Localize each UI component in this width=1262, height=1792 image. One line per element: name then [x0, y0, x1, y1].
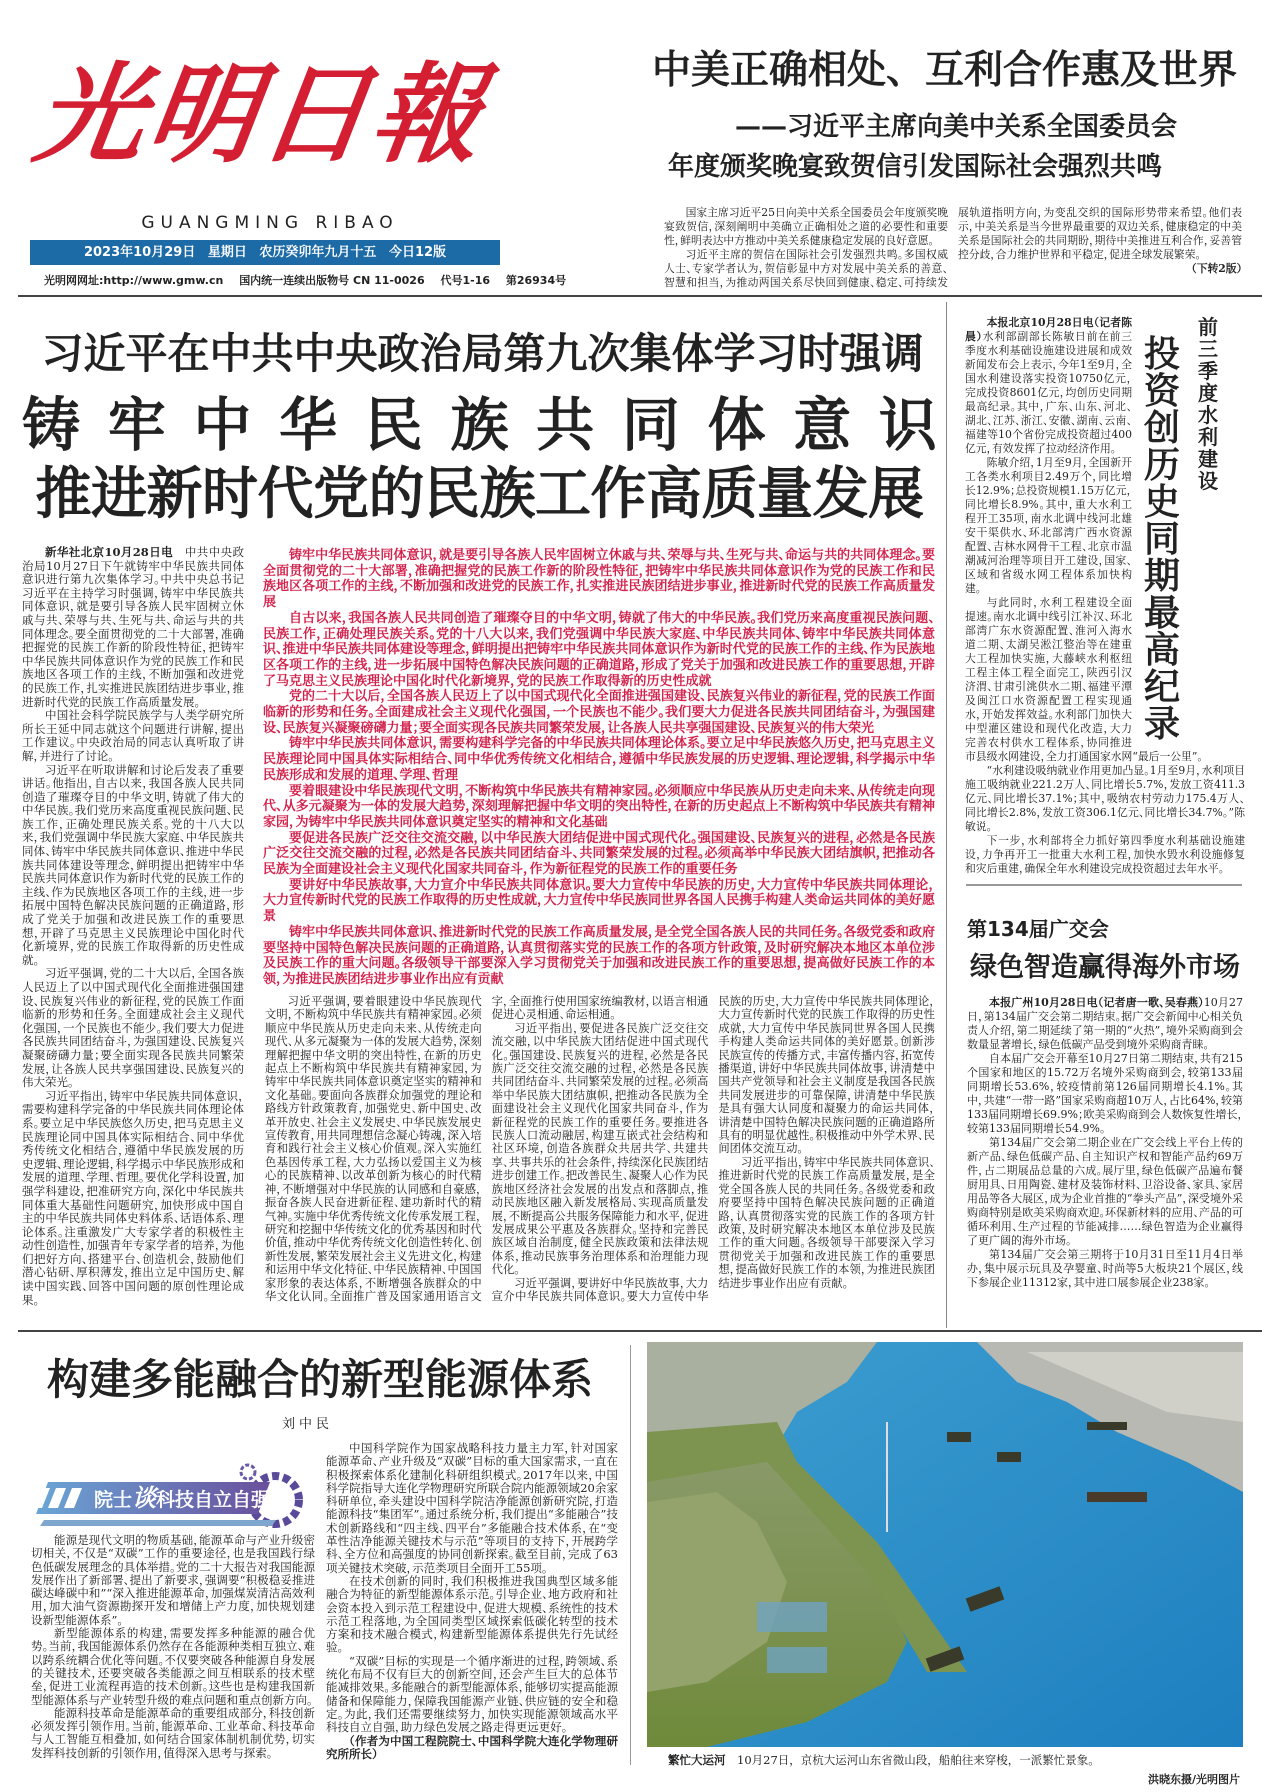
page-count: 今日12版: [388, 245, 447, 260]
paragraph: [967, 996, 1243, 1052]
headline-char: 体: [707, 391, 766, 459]
headline-char: 同: [621, 391, 680, 459]
banner-text: 科技自立自强: [156, 1489, 271, 1511]
paragraph: 能源科技革命是能源革命的重要组成部分，科技创新必须发挥引领作用。当前，能源革命、工业革命、科技革命与人工智能互相叠加，如何结合国家体制机制优势，切实发挥科技创新的引领作用，值得深入思考与探索。: [31, 1705, 315, 1760]
main-story-left-column: [22, 546, 244, 1307]
water-story: [965, 316, 1245, 876]
summary-point: 铸牢中华民族共同体意识，就是要引导各族人民牢固树立休戚与共、荣辱与共、生死与共、命运与共的共同体理念。要全面贯彻党的二十大部署，准确把握党的民族工作新的阶段性特征，把铸牢中华民族共同体意识作为党的民族工作和民族地区各项工作的主线，不断加强和改进党的民族工作，扎实推进民族团结进步事业，推进新时代党的民族工作高质量发展: [263, 548, 935, 611]
lead-headline: 中美正确相处、互利合作惠及世界: [652, 48, 1238, 93]
postal-code: 代号1-16: [440, 274, 490, 287]
paragraph: 自本届广交会开幕至10月27日第二期结束，共有215个国家和地区的15.72万名境外采购商到会，较第133届同期增长53.6%，较疫情前第126届同期增长4.1%。其中，共建“一带一路”国家采购商超10万人，占比64%，较第133届同期增长69.9%；欧美采购商到会人数恢复性增长，较第133届同期增长54.9%。: [967, 1052, 1243, 1135]
caption-text: 10月27日，京杭大运河山东省微山段，船舶往来穿梭，一派繁忙景象。: [737, 1753, 1100, 1767]
byline: 刘中民: [282, 1417, 334, 1432]
photo-caption: [668, 1752, 1100, 1768]
paragraph: 能源是现代文明的物质基础，能源革命与产业升级密切相关，不仅是“双碳”工作的重要途径，也是我国践行绿色低碳发展理念的具体举措。党的二十大报告对我国能源发展作出了新部署、提出了新要求，强调要“积极稳妥推进碳达峰碳中和”“深入推进能源革命，加强煤炭清洁高效利用，加大油气资源勘探开发和增储上产力度，加快规划建设新型能源体系”。: [31, 1533, 315, 1627]
main-subheadline: 推进新时代党的民族工作高质量发展: [35, 462, 924, 527]
paragraph: 下一步，水利部将全力抓好第四季度水利基础设施建设，力争再开工一批重大水利工程，加快水毁水利设施修复和灾后重建，确保全年水利建设完成投资超过去年水平。: [965, 834, 1245, 875]
fair-kicker: 第134届广交会: [967, 917, 1109, 941]
paragraph-text: 10月27日，第134届广交会第二期结束。据广交会新闻中心相关负责人介绍，第二期延续了第一期的“火热”，境外采购商到会数量显著增长，绿色低碳产品受到境外采购商青睐。: [967, 996, 1243, 1051]
energy-right-column: [326, 1442, 618, 1761]
headline-char: 族: [450, 391, 509, 459]
column-banner: [30, 1462, 305, 1532]
paragraph: 习近平指出，铸牢中华民族共同体意识，需要构建科学完备的中华民族共同体理论体系。要立足中华民族悠久历史，把马克思主义民族理论同中国具体实际相结合、同中华优秀传统文化相结合，遵循中华民族发展的历史逻辑、理论逻辑，科学揭示中华民族形成和发展的道理、学理、哲理。要优化学科设置，加强学科建设，把准研究方向，深化中华民族共同体重大基础性问题研究，加快形成中国自主的中华民族共同体史料体系、话语体系、理论体系。注重激发广大专家学者的积极性主动性创造性，加强青年专家学者的培养，为他们把好方向、搭建平台、创造机会，鼓励他们潜心钻研、厚积薄发，推出立足中国历史、解读中国实践、回答中国问题的原创性理论成果。: [22, 1088, 244, 1307]
dateline: 本报广州10月28日电（记者唐一歌、吴春燕）: [989, 996, 1204, 1009]
dateline: 本报北京10月28日电（记者陈晨）: [965, 316, 1132, 343]
issue-date: 2023年10月29日: [83, 245, 196, 260]
column-banner-title: [94, 1483, 270, 1515]
paragraph-text: 习近平主席的贺信在国际社会引发强烈共鸣。多国权威人士、专家学者认为，贺信彰显中方对发展中美关系的善意、智慧和担当，为推动两国关系尽快回到健康、稳定、可持续发展轨道指明方向，为变乱交织的国际形势带来希望。他们表示，中美关系是当今世界最重要的双边关系，健康稳定的中美关系是国际社会的共同期盼，期待中美推进互利合作，妥善管控分歧，合力维护世界和平稳定，促进全球发展繁荣。: [664, 206, 1242, 289]
paragraph-text: 中共中央政治局10月27日下午就铸牢中华民族共同体意识进行第九次集体学习。中共中央总书记习近平在主持学习时强调，铸牢中华民族共同体意识，就是要引导各族人民牢固树立休戚与共、荣辱与共、生死与共、命运与共的共同体理念。要全面贯彻党的二十大部署，准确把握党的民族工作新的阶段性特征，把铸牢中华民族共同体意识作为党的民族工作和民族地区各项工作的主线，不断加强和改进党的民族工作，扎实推进民族团结进步事业，推进新时代党的民族工作高质量发展。: [22, 545, 245, 709]
story-divider: [966, 884, 1242, 886]
paragraph-text: 水利部副部长陈敏日前在前三季度水利基础设施建设进展和成效新闻发布会上表示，今年1至9月，全国水利建设落实投资10750亿元，完成投资8601亿元，均创历史同期最高纪录。其中，广东、山东、河北、湖北、江苏、浙江、安徽、湖南、云南、福建等10个省份完成投资超过400亿元，有效发挥了拉动经济作用。: [965, 330, 1132, 455]
paragraph: 习近平强调，党的二十大以后，全国各族人民迈上了以中国式现代化全面推进强国建设、民族复兴伟业的新征程，党的民族工作面临新的形势和任务。全面建成社会主义现代化强国，一个民族也不能少。我们要大力促进各民族共同团结奋斗，为强国建设、民族复兴凝聚磅礴力量；要全面实现各民族共同繁荣发展，让各族人民共享强国建设、民族复兴的伟大荣光。: [22, 966, 244, 1090]
fair-story-body: [967, 996, 1243, 1290]
paragraph: 习近平强调，要着眼建设中华民族现代文明，不断构筑中华民族共有精神家园。必须顺应中华民族从历史走向未来、从传统走向现代、从多元凝聚为一体的发展大趋势，深刻理解把握中华文明的突出特性，在新的历史起点上不断构筑中华民族共有精神家园，为铸牢中华民族共同体意识奠定坚实的精神和文化基础。要面向各族群众加强党的理论和路线方针政策教育，加强党史、新中国史、改革开放史、社会主义发展史、中华民族发展史宣传教育，用共同理想信念凝心铸魂，深入培育和践行社会主义核心价值观。深入实施红色基因传承工程，大力弘扬以爱国主义为核心的民族精神、以改革创新为核心的时代精神，不断增强对中华民族的认同感和自豪感，振奋各族人民奋进新征程、建功新时代的精气神。实施中华优秀传统文化传承发展工程，研究和挖掘中华传统文化的优秀基因和时代价值，推动中华优秀传统文化创造性转化、创新性发展，繁荣发展社会主义先进文化，构建和运用中华文化特征、中华民族精神、中国国家形象的表达体系，不断增强各族群众的中华文化认同。全面推广普及国家通用语言文字，全面推行使用国家统编教材，以语言相通促进心灵相通、命运相通。: [265, 995, 709, 1303]
paragraph: 习近平指出，要促进各民族广泛交往交流交融，以中华民族大团结促进中国式现代化。强国建设、民族复兴的进程，必然是各民族广泛交往交流交融的过程，必然是各民族共同团结奋斗、共同繁荣发展的过程。必须高举中华民族大团结旗帜，把推动各民族为全面建设社会主义现代化国家共同奋斗，作为新征程党的民族工作的重要任务。要推进各民族人口流动融居，构建互嵌式社会结构和社区环境，创造各族群众共居共学、共建共享、共事共乐的社会条件，持续深化民族团结进步创建工作。把改善民生、凝聚人心作为民族地区经济社会发展的出发点和落脚点，推动民族地区融入新发展格局、实现高质量发展，不断提高公共服务保障能力和水平，促进发展成果公平惠及各族群众。坚持和完善民族区域自治制度，健全民族政策和法律法规体系，推动民族事务治理体系和治理能力现代化。: [491, 1021, 709, 1277]
website-link[interactable]: 光明网网址:http://www.gmw.cn: [44, 274, 224, 287]
lead-subhead-2: 年度颁奖晚宴致贺信引发国际社会强烈共鸣: [668, 152, 1163, 182]
paragraph: [22, 546, 244, 709]
paragraph: 新型能源体系的构建，需要发挥多种能源的融合优势。当前，我国能源体系仍然存在各能源种类相互独立、难以跨系统耦合优化等问题。不仅要突破各种能源自身发展的关键技术，还要突破各类能源之间互相联系的技术壁垒，促进工业流程再造的技术创新。这些也是构建我国新型能源体系与产业转型升级的难点问题和重点创新方向。: [31, 1626, 315, 1707]
water-headline: 投资创历史同期最高纪录: [1143, 334, 1180, 745]
masthead-divider: [18, 295, 1262, 297]
newspaper-name-pinyin: GUANGMING RIBAO: [141, 213, 399, 233]
paragraph: 习近平在听取讲解和讨论后发表了重要讲话。他指出，自古以来，我国各族人民共同创造了璀璨夺目的中华文明，铸就了伟大的中华民族。我们党历来高度重视民族问题、民族工作，正确处理民族关系。党的十八大以来，我们党强调中华民族大家庭、中华民族共同体、铸牢中华民族共同体意识、推进中华民族共同体建设等理念，鲜明提出把铸牢中华民族共同体意识作为新时代党的民族工作的主线、作为民族地区各项工作的主线，进一步拓展中国特色解决民族问题的正确道路，形成了党关于加强和改进民族工作的重要思想，开辟了马克思主义民族理论中国化时代化新境界，党的民族工作取得新的历史性成就。: [22, 762, 244, 967]
summary-point: 铸牢中华民族共同体意识、推进新时代党的民族工作高质量发展，是全党全国各族人民的共同任务。各级党委和政府要坚持中国特色解决民族问题的正确道路，认真贯彻落实党的民族工作的各项方针政策，及时研究解决本地区本单位涉及民族工作的重大问题。各级领导干部要深入学习贯彻党关于加强和改进民族工作的重要思想，提高做好民族工作的本领，为推进民族团结进步事业作出应有贡献: [263, 924, 935, 987]
caption-title: 繁忙大运河: [668, 1753, 726, 1767]
issue-number: 第26934号: [505, 274, 567, 287]
paragraph: “双碳”目标的实现是一个循序渐进的过程，跨领域、系统化布局不仅有巨大的创新空间，还会产生巨大的总体节能减排效果。多能融合的新型能源体系，能够切实提高能源储备和保障能力，保障我国能源产业链、供应链的安全和稳定。为此，我们还需要继续努力，加快实现能源领域高水平科技自立自强，助力绿色发展之路走得更远更好。: [326, 1653, 618, 1735]
paragraph: 陈敏介绍，1月至9月，全国新开工各类水利项目2.49万个，同比增长12.9%；总投资规模1.15万亿元，同比增长8.9%。其中，重大水利工程开工35项，南水北调中线河北雄安干渠供水、环北部湾广西水资源配置、吉林水网骨干工程、北京市温潮减河治理等项目开工建设，国家、区域和省级水网工程体系加快构建。: [965, 456, 1132, 595]
water-headline-block: [1140, 316, 1245, 746]
paragraph: 在技术创新的同时，我们积极推进我国典型区域多能融合为特征的新型能源体系示范。引导企业、地方政府和社会资本投入到示范工程建设中，促进大规模、系统性的技术示范工程落地，为全国同类型区域探索低碳化转型的技术方案和技术融合模式，构建新型能源体系提供先行先试经验。: [326, 1573, 618, 1655]
summary-point: 党的二十大以后，全国各族人民迈上了以中国式现代化全面推进强国建设、民族复兴伟业的新征程，党的民族工作面临新的形势和任务。全面建成社会主义现代化强国，一个民族也不能少。我们要大力促进各民族共同团结奋斗，为强国建设、民族复兴凝聚磅礴力量；要全面实现各民族共同繁荣发展，让各族人民共享强国建设、民族复兴的伟大荣光: [263, 689, 935, 736]
headline-char: 铸: [22, 391, 81, 459]
banner-text: 谈: [132, 1483, 157, 1512]
main-story-columns: [265, 995, 935, 1303]
paragraph: 第134届广交会第二期企业在广交会线上平台上传的新产品、绿色低碳产品、自主知识产权和智能产品约69万件，占二期展品总量的六成。展厅里，绿色低碳产品遍布餐厨用具、日用陶瓷、建材及装饰材料、卫浴设备、家具、家居用品等各大展区，成为企业首推的“拳头产品”，深受境外采购商特别是欧美采购商欢迎。环保新材料的应用、产品的可循环利用、生产过程的节能减排……绿色智造为企业赢得了更广阔的海外市场。: [967, 1136, 1243, 1247]
paragraph: 中国科学院作为国家战略科技力量主力军，针对国家能源革命、产业升级及“双碳”目标的重大国家需求，一直在积极探索体系化建制化科研组织模式。2017年以来，中国科学院指导大连化学物理研究所联合院内能源领域20余家科研单位，牵头建设中国科学院洁净能源创新研究院，打造能源科技“集团军”。通过系统分析，我们提出“多能融合”技术创新路线和“四主线、四平台”多能融合技术体系，在“变革性洁净能源关键技术与示范”等项目的支持下，开展跨学科、全方位和高强度的协同创新探索。截至目前，完成了63项关键技术突破，示范类项目全面开工55项。: [326, 1441, 618, 1575]
section-divider: [18, 1330, 1262, 1332]
lunar-date: 农历癸卯年九月十五: [259, 245, 377, 260]
energy-left-column: [31, 1534, 315, 1760]
headline-char: 共: [536, 391, 595, 459]
paragraph: 与此同时，水利工程建设全面提速。南水北调中线引江补汉、环北部湾广东水资源配置、淮河入海水道二期、太湖吴淞江整治等在建重大工程加快实施，大藤峡水利枢纽工程主体工程全面完工，陕西引汉济渭、甘肃引洮供水二期、福建平潭及闽江口水资源配置工程实现通水，开始发挥效益。水利部门加快大中型灌区建设和现代化改造，大力完善农村供水工程体系，协同推进市县级水网建设，全力打通国家水网“最后一公里”。: [965, 596, 1203, 763]
lead-body: [664, 206, 1242, 290]
summary-point: 要讲好中华民族故事，大力宣介中华民族共同体意识。要大力宣传中华民族的历史，大力宣传中华民族共同体理论，大力宣传新时代党的民族工作取得的历史性成就，大力宣传中华民族同世界各国人民携手构建人类命运共同体的美好愿景: [263, 877, 935, 925]
paragraph: 国家主席习近平25日向美中关系全国委员会年度颁奖晚宴致贺信，深刻阐明中美确立正确相处之道的必要性和重要性，鲜明表达中方推动中美关系健康稳定发展的良好意愿。: [664, 206, 948, 247]
dateline: 新华社北京10月28日电: [45, 545, 173, 559]
headline-char: 民: [364, 391, 423, 459]
paragraph: 中国社会科学院民族学与人类学研究所所长王延中同志就这个问题进行讲解，提出工作建议。中央政治局的同志认真听取了讲解，并进行了讨论。: [22, 708, 244, 763]
summary-point: 要促进各民族广泛交往交流交融，以中华民族大团结促进中国式现代化。强国建设、民族复兴的进程，必然是各民族广泛交往交流交融的过程，必然是各民族共同团结奋斗、共同繁荣发展的过程。必须高举中华民族大团结旗帜，把推动各民族为全面建设社会主义现代化国家共同奋斗，作为新征程党的民族工作的重要任务: [263, 830, 935, 878]
paragraph: 习近平指出，铸牢中华民族共同体意识、推进新时代党的民族工作高质量发展，是全党全国各族人民的共同任务。各级党委和政府要坚持中国特色解决民族问题的正确道路，认真贯彻落实党的民族工作的各项方针政策，及时研究解决本地区本单位涉及民族工作的重大问题。各级领导干部要深入学习贯彻党关于加强和改进民族工作的重要思想，提高做好民族工作的本领，为推进民族团结进步事业作出应有贡献。: [718, 1155, 935, 1290]
weekday: 星期日: [207, 245, 247, 260]
paragraph: 第134届广交会第三期将于10月31日至11月4日举办，集中展示玩具及孕婴童、时尚等5大板块21个展区，线下参展企业11312家，其中进口展参展企业238家。: [967, 1248, 1243, 1289]
headline-char: 意: [793, 391, 852, 459]
newspaper-logo: 光明日報: [27, 52, 494, 178]
column-divider: [630, 1345, 631, 1765]
photo-credit: 洪晓东摄/光明图片: [1147, 1773, 1240, 1786]
summary-point: 铸牢中华民族共同体意识，需要构建科学完备的中华民族共同体理论体系。要立足中华民族悠久历史，把马克思主义民族理论同中国具体实际相结合、同中华优秀传统文化相结合，遵循中华民族发展的历史逻辑、理论逻辑，科学揭示中华民族形成和发展的道理、学理、哲理: [263, 736, 935, 783]
canal-photo: [647, 1342, 1243, 1747]
energy-headline: 构建多能融合的新型能源体系: [46, 1355, 593, 1404]
paragraph: 习近平强调，要讲好中华民族故事，大力宣介中华民族共同体意识。要大力宣传中华民族的历史，大力宣传中华民族共同体理论，大力宣传新时代党的民族工作取得的历史性成就，大力宣传中华民族同世界各国人民携手构建人类命运共同体的美好愿景。创新涉民族宣传的传播方式，丰富传播内容，拓宽传播渠道，讲好中华民族共同体故事，讲清楚中国共产党领导和社会主义制度是我国各民族共同发展进步的可靠保障，讲清楚中华民族是具有强大认同度和凝聚力的命运共同体，讲清楚中国特色解决民族问题的正确道路所具有的明显优越性。积极推动中外学术界、民间团体交流互动。: [491, 995, 935, 1303]
main-story-summary: [263, 548, 935, 988]
continued-note: （下转2版）: [1191, 262, 1242, 275]
publication-info: [44, 273, 567, 289]
main-headline: [22, 390, 937, 460]
headline-char: 华: [279, 391, 338, 459]
column-divider: [946, 302, 947, 1328]
fair-headline: 绿色智造赢得海外市场: [970, 952, 1240, 983]
summary-point: 要着眼建设中华民族现代文明，不断构筑中华民族共有精神家园。必须顺应中华民族从历史走向未来、从传统走向现代、从多元凝聚为一体的发展大趋势，深刻理解把握中华文明的突出特性，在新的历史起点上不断构筑中华民族共有精神家园，为铸牢中华民族共同体意识奠定坚实的精神和文化基础: [263, 783, 935, 830]
summary-point: 自古以来，我国各族人民共同创造了璀璨夺目的中华文明，铸就了伟大的中华民族。我们党历来高度重视民族问题、民族工作，正确处理民族关系。党的十八大以来，我们党强调中华民族大家庭、中华民族共同体、铸牢中华民族共同体意识、推进中华民族共同体建设等理念，鲜明提出把铸牢中华民族共同体意识作为新时代党的民族工作的主线、作为民族地区各项工作的主线，进一步拓展中国特色解决民族问题的正确道路，形成了党关于加强和改进民族工作的重要思想，开辟了马克思主义民族理论中国化时代化新境界，党的民族工作取得新的历史性成就: [263, 610, 935, 689]
banner-text: 院士: [94, 1489, 133, 1511]
main-kicker-headline: 习近平在中共中央政治局第九次集体学习时强调: [41, 329, 924, 378]
headline-char: 中: [193, 391, 252, 459]
author-note: （作者为中国工程院院士、中国科学院大连化学物理研究所所长）: [326, 1733, 618, 1761]
headline-char: 牢: [107, 391, 166, 459]
headline-char: 识: [878, 391, 937, 459]
lead-subhead-1: ——习近平主席向美中关系全国委员会: [735, 112, 1178, 142]
date-bar: [30, 240, 500, 265]
paragraph: “水利建设吸纳就业作用更加凸显。1月至9月，水利项目施工吸纳就业221.2万人、同比增长5.7%，发放工资411.3亿元、同比增长37.1%；其中，吸纳农村劳动力175.4万人、同比增长2.8%，发放工资306.1亿元、同比增长34.7%。”陈敏说。: [965, 764, 1245, 833]
water-kicker: 前三季度水利建设: [1198, 315, 1218, 493]
issn: 国内统一连续出版物号 CN 11-0026: [239, 274, 425, 287]
